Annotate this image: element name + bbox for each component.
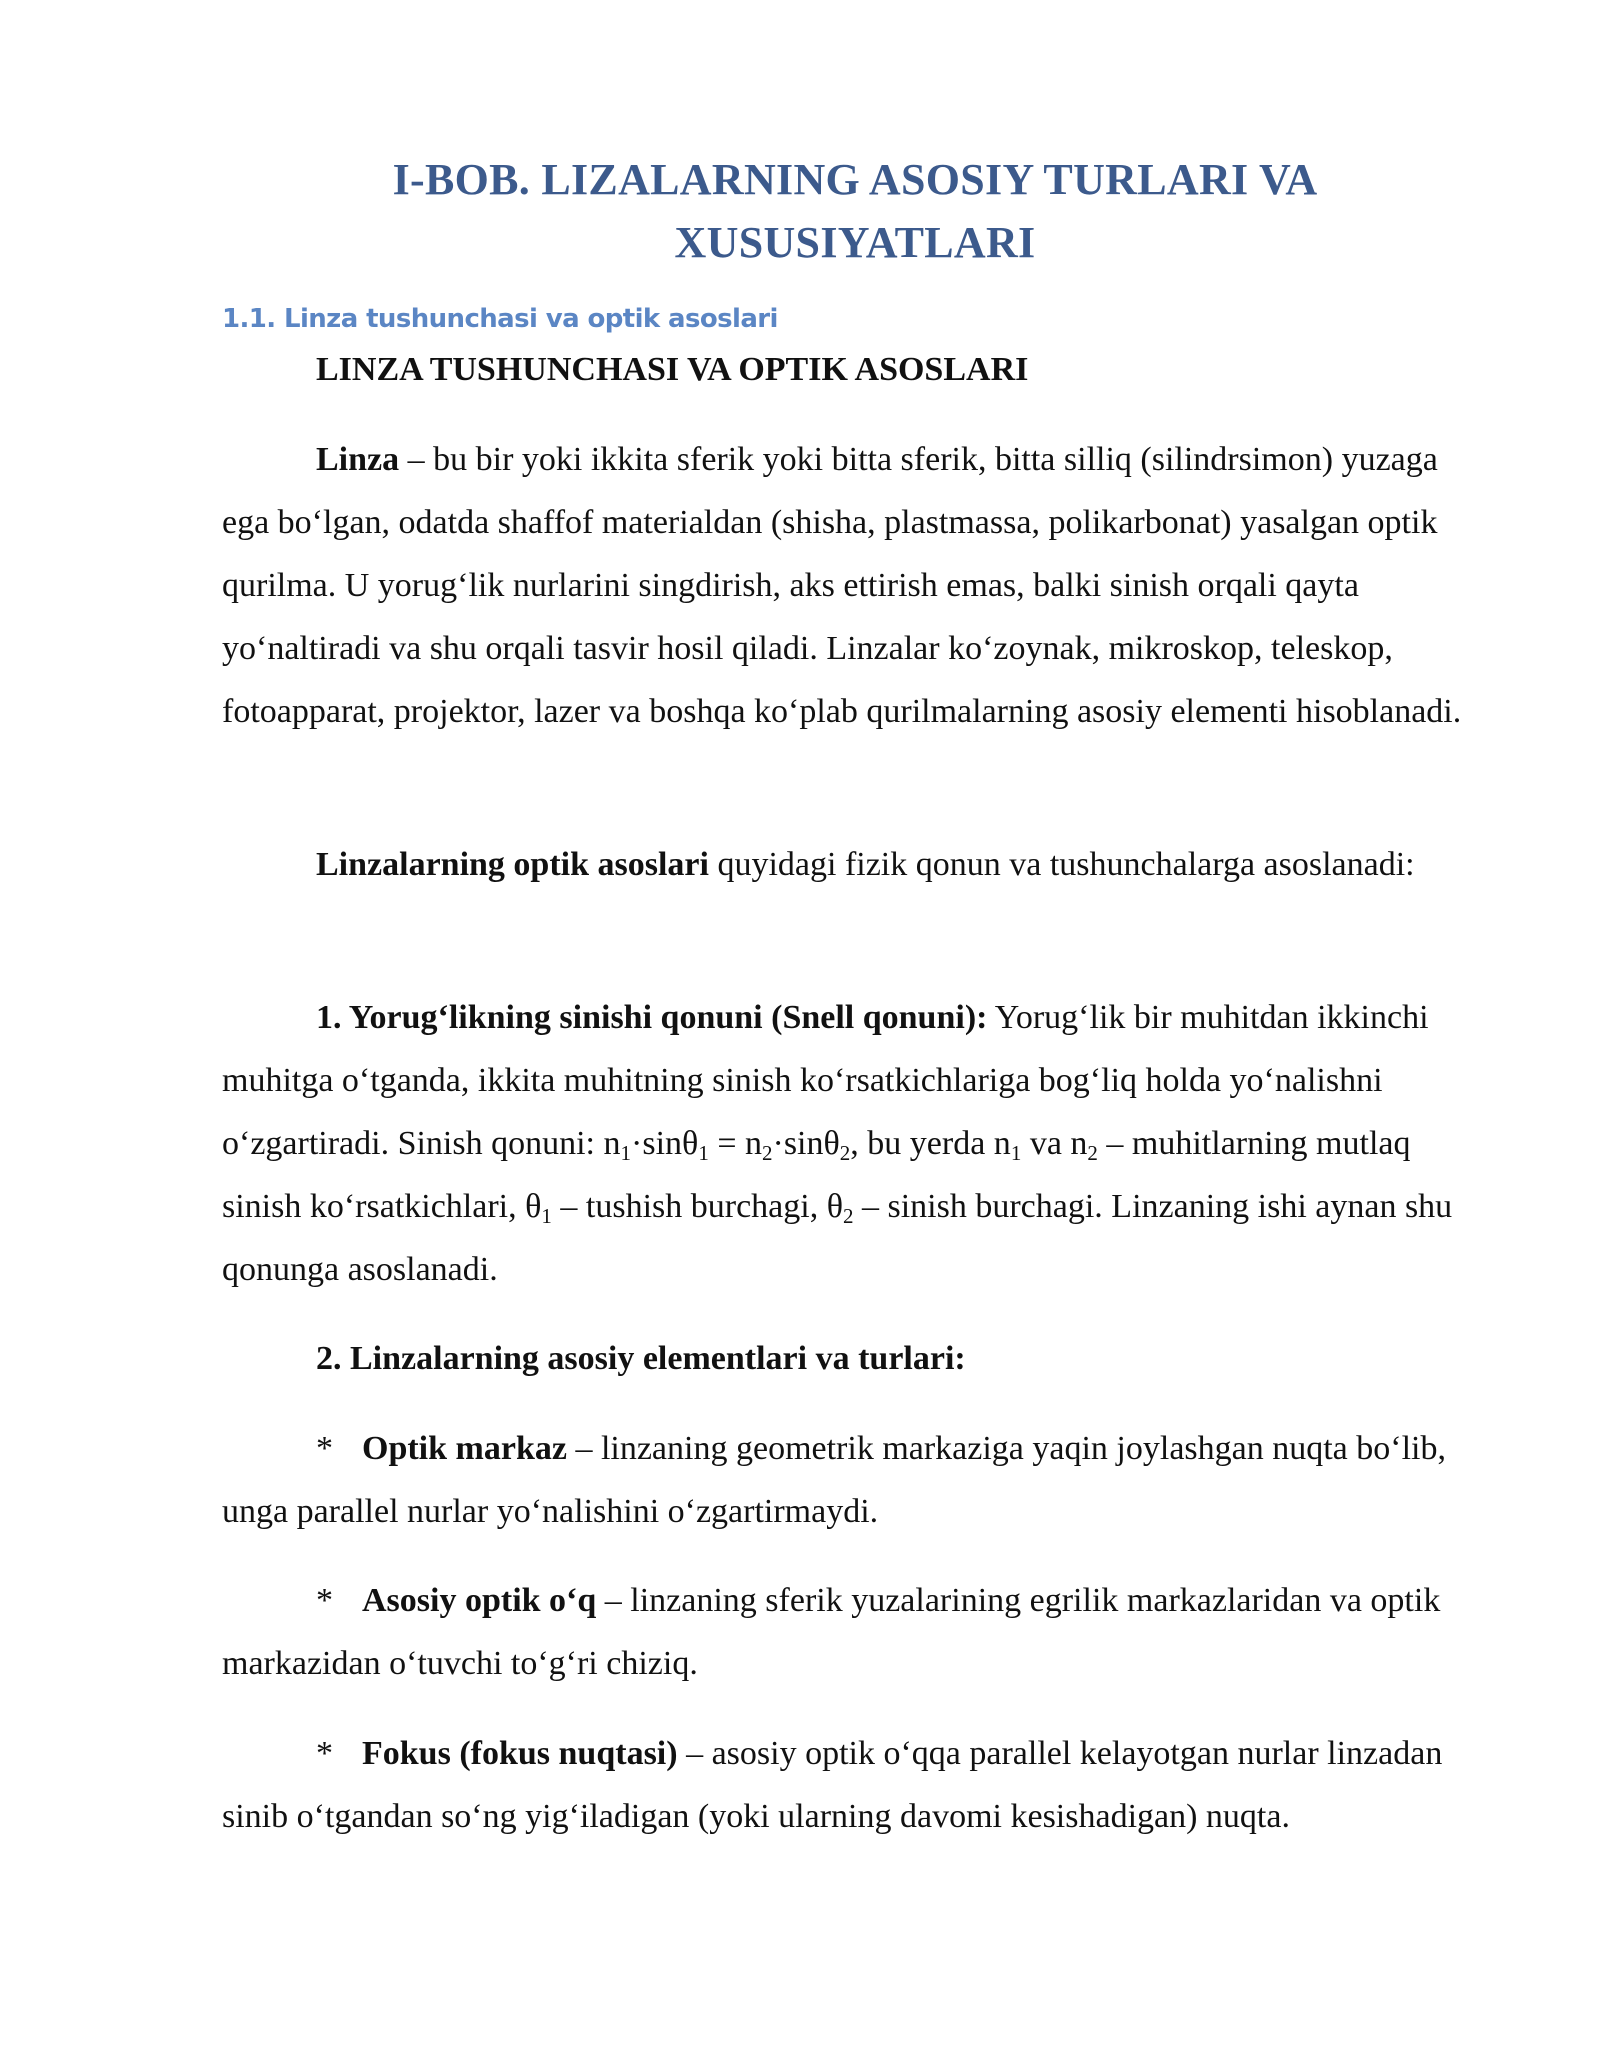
text-run: = n: [708, 1125, 762, 1162]
text-run: ·sinθ: [631, 1125, 699, 1162]
paragraph-snell-law: [222, 986, 1488, 1301]
subscript: 1: [1010, 1141, 1022, 1165]
list-item-focus: [222, 1722, 1488, 1848]
subscript: 2: [762, 1141, 773, 1165]
list-item-text: – linzaning sferik yuzalarining egrilik markazlaridan va optik markazidan o‘tuvchi to‘g‘ri chiziq.: [222, 1582, 1441, 1682]
bullet-star: *: [316, 1430, 333, 1467]
paragraph-elements-heading: [222, 1327, 1488, 1390]
chapter-title-line-2: XUSUSIYATLARI: [674, 218, 1036, 267]
list-item-text: – asosiy optik o‘qqa parallel kelayotgan nurlar linzadan sinib o‘tgandan so‘ng yig‘iladigan (yoki ularning davomi kesishadigan) nuqta.: [222, 1735, 1443, 1835]
paragraph-optical-basics: [222, 833, 1488, 896]
text-run: va n: [1021, 1125, 1088, 1162]
list-item-text: – linzaning geometrik markaziga yaqin joylashgan nuqta bo‘lib, unga parallel nurlar yo‘nalishini o‘zgartirmaydi.: [222, 1430, 1446, 1530]
term-optical-center: Optik markaz: [362, 1430, 567, 1467]
subscript: 2: [843, 1204, 854, 1228]
text-run: – sinish burchagi. Linzaning ishi aynan shu qonunga asoslanadi.: [222, 1188, 1453, 1288]
text-run: – tushish burchagi, θ: [551, 1188, 843, 1225]
subscript: 1: [620, 1141, 632, 1165]
bullet-star: *: [316, 1735, 333, 1772]
paragraph-linza-definition: [222, 428, 1488, 743]
paragraph-text: – bu bir yoki ikkita sferik yoki bitta sferik, bitta silliq (silindrsimon) yuzaga ega bo‘lgan, odatda shaffof materialdan (shisha, plastmassa, polikarbonat) yasalgan optik qurilma. U yorug‘lik nurlarini singdirish, aks ettirish emas, balki sinish orqali qayta yo‘naltiradi va shu orqali tasvir hosil qiladi. Linzalar ko‘zoynak, mikroskop, teleskop, fotoapparat, projektor, lazer va boshqa ko‘plab qurilmalarning asosiy elementi hisoblanadi.: [222, 441, 1462, 730]
subscript: 1: [541, 1204, 552, 1228]
section-heading: 1.1. Linza tushunchasi va optik asoslari: [222, 304, 778, 334]
chapter-title-line-1: I-BOB. LIZALARNING ASOSIY TURLARI VA: [392, 155, 1318, 204]
list-item-optical-axis: [222, 1569, 1488, 1695]
text-run: , bu yerda n: [850, 1125, 1011, 1162]
subscript: 2: [1087, 1141, 1098, 1165]
term-focus: Fokus (fokus nuqtasi): [362, 1735, 678, 1772]
term-snell-law: 1. Yorug‘likning sinishi qonuni (Snell qonuni):: [316, 999, 988, 1036]
term-elements-heading: 2. Linzalarning asosiy elementlari va turlari:: [316, 1340, 966, 1377]
subscript: 1: [698, 1141, 709, 1165]
paragraph-text: quyidagi fizik qonun va tushunchalarga asoslanadi:: [708, 846, 1415, 883]
subtitle: LINZA TUSHUNCHASI VA OPTIK ASOSLARI: [316, 351, 1029, 388]
text-run: – muhitlarning mutlaq sinish ko‘rsatkichlari, θ: [222, 1125, 1411, 1225]
term-linza: Linza: [316, 441, 400, 478]
term-optical-basics: Linzalarning optik asoslari: [316, 846, 709, 883]
bullet-star: *: [316, 1582, 333, 1619]
list-item-optical-center: [222, 1417, 1488, 1543]
text-run: Yorug‘lik bir muhitdan ikkinchi muhitga o‘tganda, ikkita muhitning sinish ko‘rsatkichlariga bog‘liq holda yo‘nalishni o‘zgartiradi. Sinish qonuni: n: [222, 999, 1429, 1162]
chapter-title: [222, 148, 1488, 274]
text-run: ·sinθ: [772, 1125, 840, 1162]
subscript: 2: [839, 1141, 851, 1165]
term-optical-axis: Asosiy optik o‘q: [362, 1582, 597, 1619]
